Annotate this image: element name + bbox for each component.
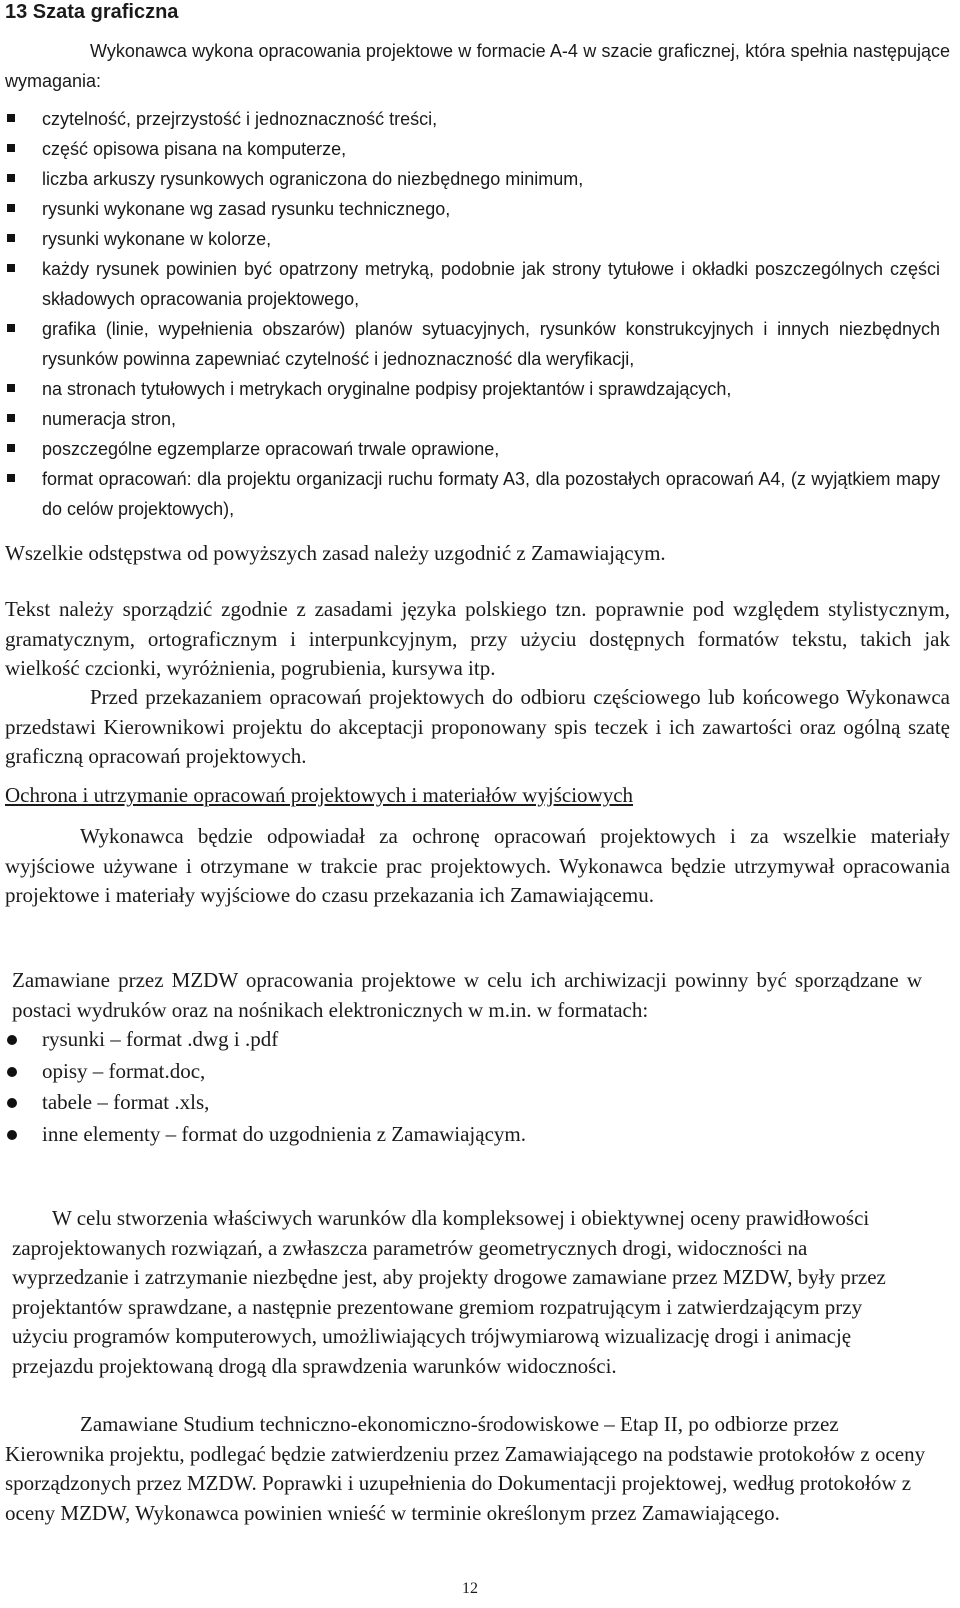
square-bullet-icon [7,114,15,122]
list-item [0,464,940,524]
round-bullet-icon [7,1067,17,1077]
list-item-text: liczba arkuszy rysunkowych ograniczona do niezbędnego minimum, [42,169,584,189]
archive-paragraph: Zamawiane przez MZDW opracowania projektowe w celu ich archiwizacji powinny być sporządzane w postaci wydruków oraz na nośnikach elektronicznych w m.in. w formatach: [12,968,922,1022]
formats-list [0,1024,940,1150]
text-rules-paragraph: Tekst należy sporządzić zgodnie z zasadami języka polskiego tzn. poprawnie pod względem stylistycznym, gramatycznym, ortograficznym i interpunkcyjnym, przy użyciu dostępnych formatów tekstu, takich jak wielkość czcionki, wyróżnienia, pogrubienia, kursywa itp. [5,597,950,680]
handover-paragraph: Przed przekazaniem opracowań projektowych do odbioru częściowego lub końcowego Wykonawca przedstawi Kierownikowi projektu do akceptacji proponowany spis teczek i ich zawartości oraz ogólną szatę graficzną opracowań projektowych. [5,685,950,768]
requirements-list [0,104,940,524]
list-item [0,1056,940,1088]
list-item-text: grafika (linie, wypełnienia obszarów) planów sytuacyjnych, rysunków konstrukcyjnych i innych niezbędnych rysunków powinna zapewniać czytelność i jednoznaczność dla weryfikacji, [42,319,940,369]
square-bullet-icon [7,414,15,422]
deviations-paragraph: Wszelkie odstępstwa od powyższych zasad należy uzgodnić z Zamawiającym. [5,541,666,565]
list-item [0,194,940,224]
list-item-text: format opracowań: dla projektu organizacji ruchu formaty A3, dla pozostałych opracowań A4, (z wyjątkiem mapy do celów projektowych), [42,469,940,519]
list-item [0,404,940,434]
square-bullet-icon [7,234,15,242]
list-item [0,314,940,374]
study-paragraph: Zamawiane Studium techniczno-ekonomiczno-środowiskowe – Etap II, po odbiorze przez Kierownika projektu, podlegać będzie zatwierdzeniu przez Zamawiającego na podstawie protokołów z oceny sporządzonych przez MZDW. Poprawki i uzupełnienia do Dokumentacji projektowej, według protokołów z oceny MZDW, Wykonawca powinien wnieść w terminie określonym przez Zamawiającego. [5,1412,926,1525]
list-item-text: inne elementy – format do uzgodnienia z Zamawiającym. [42,1121,526,1146]
list-item [0,104,940,134]
square-bullet-icon [7,264,15,272]
square-bullet-icon [7,444,15,452]
protection-paragraph: Wykonawca będzie odpowiadał za ochronę opracowań projektowych i za wszelkie materiały wyjściowe używane i otrzymane w trakcie prac projektowych. Wykonawca będzie utrzymywał opracowania projektowe i materiały wyjściowe do czasu przekazania ich Zamawiającemu. [5,824,950,907]
list-item-text: tabele – format .xls, [42,1090,210,1114]
verification-paragraph: W celu stworzenia właściwych warunków dla kompleksowej i obiektywnej oceny prawidłowości zaprojektowanych rozwiązań, a zwłaszcza parametrów geometrycznych drogi, widoczności na wyprzedzanie i zatrzymanie niezbędne jest, aby projekty drogowe zamawiane przez MZDW, były przez projektantów sprawdzane, a następnie prezentowane gremiom rozpatrującym i zatwierdzającym przy użyciu programów komputerowych, umożliwiających trójwymiarową wizualizację drogi i animację przejazdu projektowaną drogą dla sprawdzenia warunków widoczności. [12,1206,886,1378]
list-item [0,134,940,164]
list-item-text: na stronach tytułowych i metrykach oryginalne podpisy projektantów i sprawdzających, [42,379,732,399]
page-number: 12 [462,1580,478,1597]
intro-paragraph: Wykonawca wykona opracowania projektowe w formacie A-4 w szacie graficznej, która spełnia następujące wymagania: [5,41,950,91]
list-item-text: poszczególne egzemplarze opracowań trwale oprawione, [42,439,500,459]
list-item-text: rysunki wykonane wg zasad rysunku technicznego, [42,199,451,219]
protection-title: Ochrona i utrzymanie opracowań projektowych i materiałów wyjściowych [5,783,634,807]
list-item [0,374,940,404]
list-item [0,1087,940,1119]
round-bullet-icon [7,1098,17,1108]
list-item [0,1119,940,1151]
square-bullet-icon [7,324,15,332]
list-item [0,224,940,254]
list-item-text: rysunki – format .dwg i .pdf [42,1027,279,1051]
list-item-text: numeracja stron, [42,409,177,429]
square-bullet-icon [7,474,15,482]
square-bullet-icon [7,174,15,182]
list-item-text: czytelność, przejrzystość i jednoznaczność treści, [42,109,438,129]
list-item-text: rysunki wykonane w kolorze, [42,229,272,249]
square-bullet-icon [7,204,15,212]
square-bullet-icon [7,144,15,152]
list-item-text: część opisowa pisana na komputerze, [42,139,347,159]
list-item [0,1024,940,1056]
list-item-text: każdy rysunek powinien być opatrzony metryką, podobnie jak strony tytułowe i okładki poszczególnych części składowych opracowania projektowego, [42,259,940,309]
list-item [0,254,940,314]
section-heading: 13 Szata graficzna [5,1,179,23]
list-item [0,434,940,464]
round-bullet-icon [7,1130,17,1140]
list-item-text: opisy – format.doc, [42,1058,206,1083]
square-bullet-icon [7,384,15,392]
round-bullet-icon [7,1035,17,1045]
list-item [0,164,940,194]
